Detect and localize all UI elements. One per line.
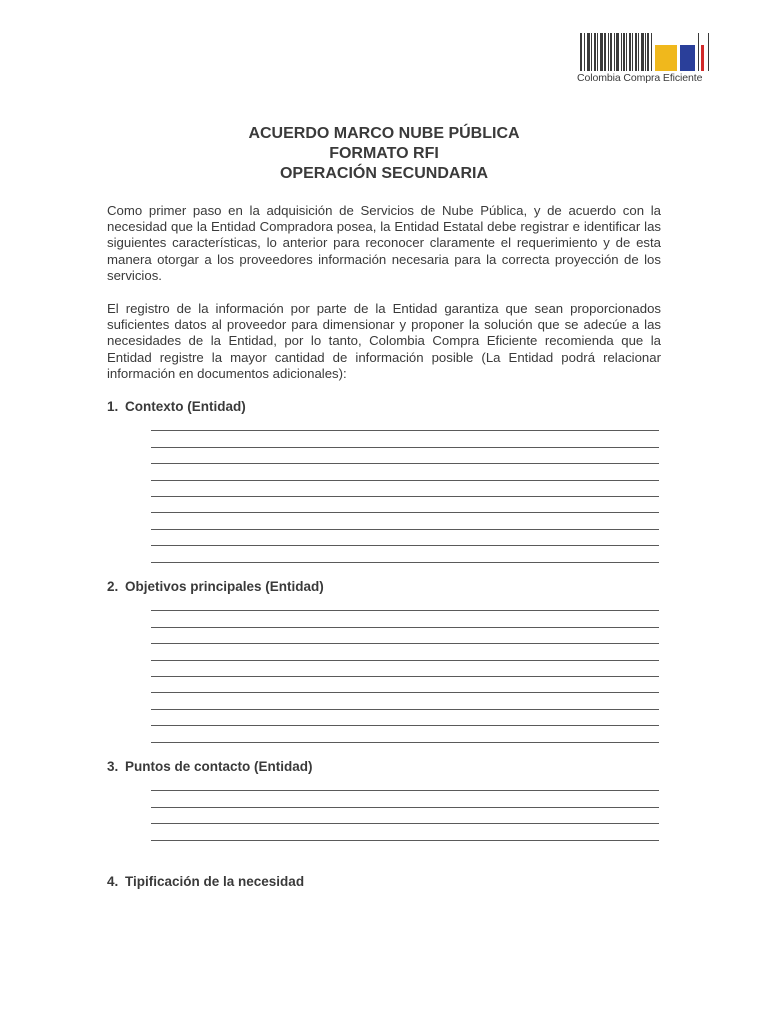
- section-number: 3.: [107, 759, 119, 774]
- brand-logo: [577, 30, 717, 90]
- answer-line[interactable]: [151, 431, 659, 447]
- answer-lines-contexto[interactable]: [151, 415, 659, 563]
- answer-line[interactable]: [151, 726, 659, 742]
- answer-line[interactable]: [151, 464, 659, 480]
- answer-line[interactable]: [151, 497, 659, 513]
- answer-line[interactable]: [151, 628, 659, 644]
- section-number: 2.: [107, 579, 119, 594]
- section-title: Contexto (Entidad): [125, 399, 246, 414]
- answer-line[interactable]: [151, 808, 659, 824]
- title-line-3: OPERACIÓN SECUNDARIA: [279, 165, 488, 182]
- intro-paragraph-2: El registro de la información por parte de la Entidad garantiza que sean proporcionados suficientes datos al proveedor para dimensionar y proponer la solución que se adecúe a las necesidades de la Entidad, por lo tanto, Colombia Compra Eficiente recomienda que la Entidad registre la mayor cantidad de información posible (La Entidad podrá relacionar información en documentos adicionales):: [107, 301, 661, 381]
- answer-line[interactable]: [151, 791, 659, 807]
- section-title: Tipificación de la necesidad: [125, 874, 305, 889]
- logo-brand-name: Colombia Compra Eficiente: [577, 72, 703, 84]
- answer-line[interactable]: [151, 415, 659, 431]
- section-heading-objetivos: [107, 579, 324, 595]
- answer-line[interactable]: [151, 661, 659, 677]
- answer-line[interactable]: [151, 546, 659, 562]
- section-heading-contexto: [107, 399, 246, 415]
- answer-line[interactable]: [151, 824, 659, 840]
- section-heading-contacto: [107, 759, 313, 775]
- answer-line[interactable]: [151, 693, 659, 709]
- answer-line[interactable]: [151, 530, 659, 546]
- document-title: [0, 124, 768, 184]
- barcode-logo-icon: [580, 33, 716, 71]
- answer-line[interactable]: [151, 710, 659, 726]
- title-line-1: ACUERDO MARCO NUBE PÚBLICA: [248, 125, 520, 142]
- answer-line[interactable]: [151, 513, 659, 529]
- answer-line[interactable]: [151, 644, 659, 660]
- section-title: Objetivos principales (Entidad): [125, 579, 324, 594]
- answer-line[interactable]: [151, 611, 659, 627]
- intro-paragraph-1: Como primer paso en la adquisición de Servicios de Nube Pública, y de acuerdo con la necesidad que la Entidad Compradora posea, la Entidad Estatal debe registrar e identificar las siguientes características, lo anterior para reconocer claramente el requerimiento y de esta manera otorgar a los proveedores información necesaria para la correcta proyección de los servicios.: [107, 203, 661, 283]
- answer-lines-objetivos[interactable]: [151, 595, 659, 743]
- section-number: 1.: [107, 399, 119, 414]
- section-number: 4.: [107, 874, 119, 889]
- answer-lines-contacto[interactable]: [151, 775, 659, 841]
- answer-line[interactable]: [151, 677, 659, 693]
- answer-line[interactable]: [151, 481, 659, 497]
- section-title: Puntos de contacto (Entidad): [125, 759, 313, 774]
- answer-line[interactable]: [151, 775, 659, 791]
- answer-line[interactable]: [151, 448, 659, 464]
- section-heading-tipificacion: [107, 874, 304, 890]
- title-line-2: FORMATO RFI: [329, 145, 439, 162]
- answer-line[interactable]: [151, 595, 659, 611]
